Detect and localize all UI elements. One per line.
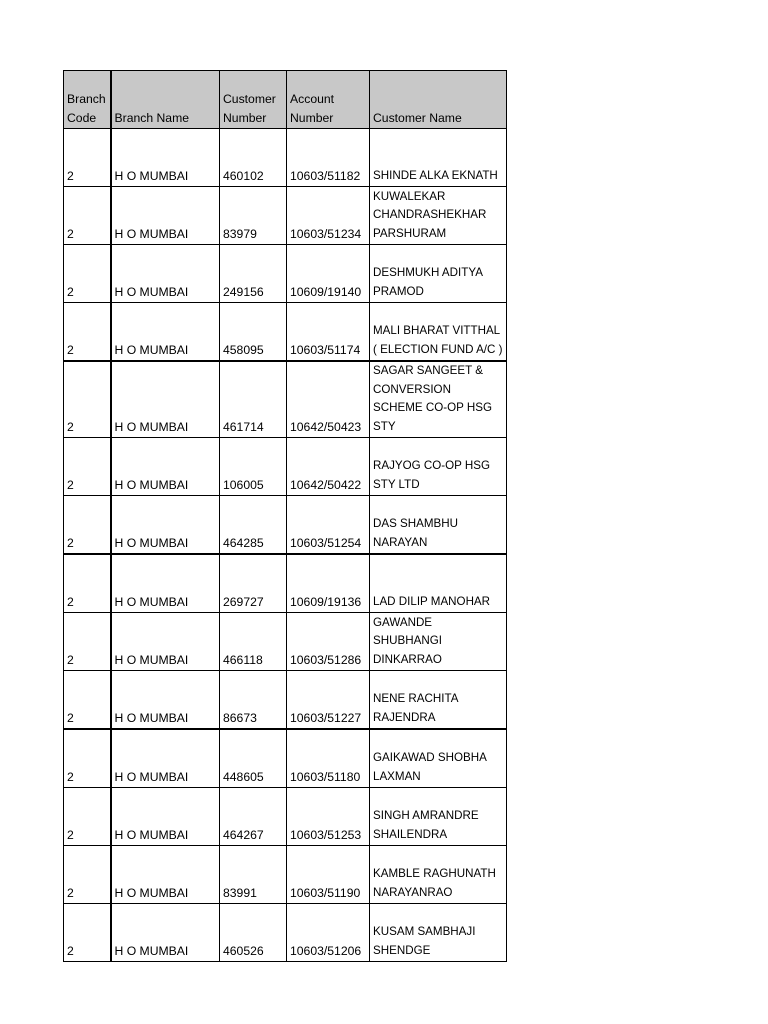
cell-customer-number: 460526: [220, 904, 287, 962]
cell-branch-name: H O MUMBAI: [111, 361, 220, 438]
cell-branch-code: 2: [64, 554, 111, 613]
cell-branch-code: 2: [64, 187, 111, 245]
header-customer-name: Customer Name: [370, 71, 507, 129]
cell-account-number: 10603/51253: [287, 788, 370, 846]
cell-branch-code: 2: [64, 496, 111, 555]
cell-account-number: 10603/51227: [287, 671, 370, 730]
cell-account-number: 10603/51286: [287, 613, 370, 671]
cell-customer-number: 464285: [220, 496, 287, 555]
table-row: [64, 187, 507, 245]
table-row: [64, 129, 507, 187]
cell-account-number: 10609/19140: [287, 245, 370, 303]
cell-customer-number: 86673: [220, 671, 287, 730]
cell-branch-code: 2: [64, 129, 111, 187]
cell-customer-name: SAGAR SANGEET & CONVERSION SCHEME CO-OP HSG STY: [370, 361, 507, 438]
table-row: [64, 613, 507, 671]
cell-branch-code: 2: [64, 671, 111, 730]
table-body: [64, 129, 507, 962]
cell-customer-name: DAS SHAMBHU NARAYAN: [370, 496, 507, 555]
table-row: [64, 361, 507, 438]
cell-account-number: 10603/51180: [287, 729, 370, 788]
cell-branch-code: 2: [64, 613, 111, 671]
cell-branch-name: H O MUMBAI: [111, 187, 220, 245]
cell-branch-code: 2: [64, 788, 111, 846]
table-row: [64, 846, 507, 904]
cell-customer-name: KUWALEKAR CHANDRASHEKHAR PARSHURAM: [370, 187, 507, 245]
header-row: [64, 71, 507, 129]
cell-account-number: 10603/51190: [287, 846, 370, 904]
cell-branch-code: 2: [64, 361, 111, 438]
cell-customer-name: NENE RACHITA RAJENDRA: [370, 671, 507, 730]
table-row: [64, 496, 507, 555]
table-row: [64, 554, 507, 613]
cell-account-number: 10603/51174: [287, 303, 370, 362]
cell-customer-number: 269727: [220, 554, 287, 613]
cell-branch-name: H O MUMBAI: [111, 554, 220, 613]
cell-branch-code: 2: [64, 729, 111, 788]
table-row: [64, 303, 507, 362]
cell-branch-name: H O MUMBAI: [111, 496, 220, 555]
cell-branch-code: 2: [64, 904, 111, 962]
cell-customer-number: 106005: [220, 438, 287, 496]
cell-customer-name: KAMBLE RAGHUNATH NARAYANRAO: [370, 846, 507, 904]
cell-branch-name: H O MUMBAI: [111, 904, 220, 962]
cell-customer-name: LAD DILIP MANOHAR: [370, 554, 507, 613]
cell-branch-name: H O MUMBAI: [111, 303, 220, 362]
cell-account-number: 10603/51234: [287, 187, 370, 245]
table-header: [64, 71, 507, 129]
cell-customer-number: 83991: [220, 846, 287, 904]
header-branch-code: Branch Code: [64, 71, 111, 129]
cell-customer-name: KUSAM SAMBHAJI SHENDGE: [370, 904, 507, 962]
cell-customer-number: 458095: [220, 303, 287, 362]
cell-customer-name: RAJYOG CO-OP HSG STY LTD: [370, 438, 507, 496]
cell-customer-name: GAIKAWAD SHOBHA LAXMAN: [370, 729, 507, 788]
cell-customer-number: 83979: [220, 187, 287, 245]
cell-branch-code: 2: [64, 846, 111, 904]
cell-customer-name: DESHMUKH ADITYA PRAMOD: [370, 245, 507, 303]
cell-customer-number: 461714: [220, 361, 287, 438]
cell-account-number: 10642/50423: [287, 361, 370, 438]
cell-customer-name: GAWANDE SHUBHANGI DINKARRAO: [370, 613, 507, 671]
cell-branch-name: H O MUMBAI: [111, 788, 220, 846]
table-row: [64, 729, 507, 788]
table-row: [64, 245, 507, 303]
table-row: [64, 671, 507, 730]
table-row: [64, 904, 507, 962]
table-row: [64, 438, 507, 496]
cell-account-number: 10603/51254: [287, 496, 370, 555]
cell-branch-name: H O MUMBAI: [111, 613, 220, 671]
cell-account-number: 10609/19136: [287, 554, 370, 613]
header-customer-number: Customer Number: [220, 71, 287, 129]
cell-branch-name: H O MUMBAI: [111, 245, 220, 303]
cell-account-number: 10603/51206: [287, 904, 370, 962]
cell-account-number: 10603/51182: [287, 129, 370, 187]
cell-customer-name: SHINDE ALKA EKNATH: [370, 129, 507, 187]
cell-branch-code: 2: [64, 245, 111, 303]
header-branch-name: Branch Name: [111, 71, 220, 129]
cell-branch-name: H O MUMBAI: [111, 438, 220, 496]
cell-branch-code: 2: [64, 303, 111, 362]
customer-table: [63, 70, 507, 962]
cell-branch-code: 2: [64, 438, 111, 496]
header-account-number: Account Number: [287, 71, 370, 129]
cell-customer-number: 464267: [220, 788, 287, 846]
table-row: [64, 788, 507, 846]
cell-branch-name: H O MUMBAI: [111, 129, 220, 187]
cell-customer-name: SINGH AMRANDRE SHAILENDRA: [370, 788, 507, 846]
cell-branch-name: H O MUMBAI: [111, 729, 220, 788]
cell-customer-number: 466118: [220, 613, 287, 671]
cell-customer-number: 448605: [220, 729, 287, 788]
cell-customer-name: MALI BHARAT VITTHAL ( ELECTION FUND A/C ): [370, 303, 507, 362]
cell-branch-name: H O MUMBAI: [111, 846, 220, 904]
cell-branch-name: H O MUMBAI: [111, 671, 220, 730]
cell-customer-number: 249156: [220, 245, 287, 303]
cell-account-number: 10642/50422: [287, 438, 370, 496]
cell-customer-number: 460102: [220, 129, 287, 187]
